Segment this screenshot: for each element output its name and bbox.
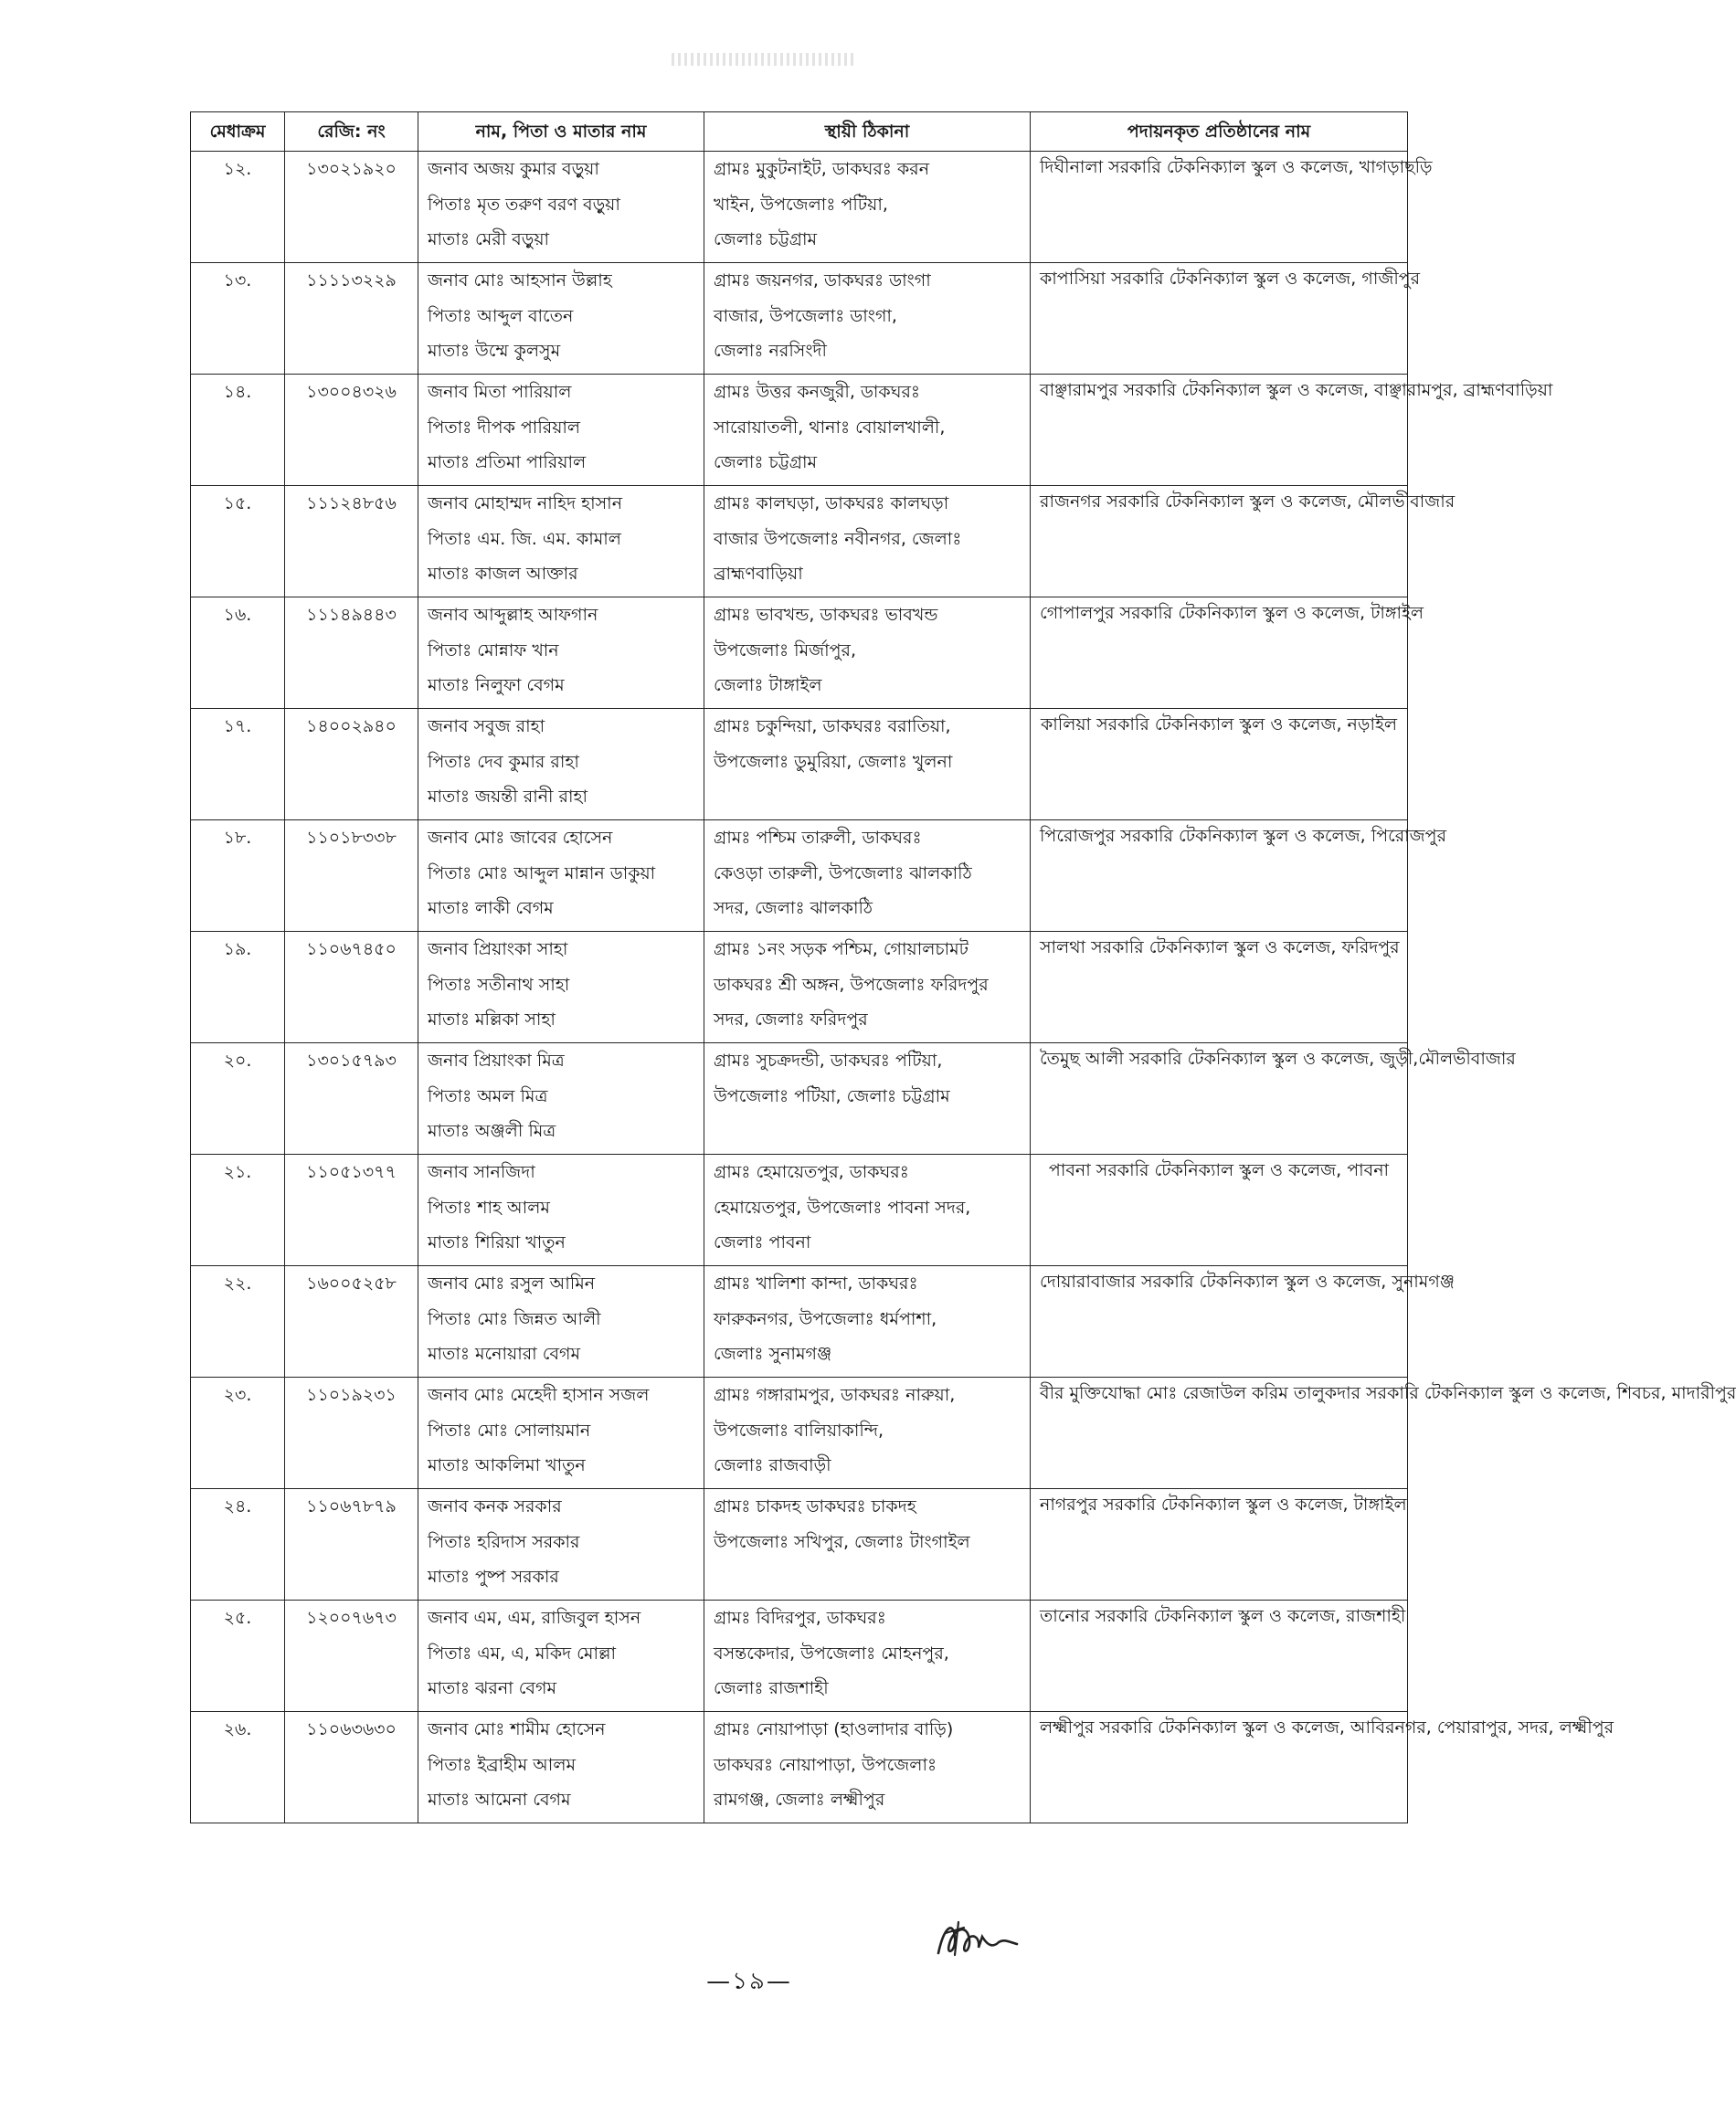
address-line: গ্রামঃ নোয়াপাড়া (হাওলাদার বাড়ি) bbox=[714, 1719, 954, 1739]
merit-list-table bbox=[190, 111, 1736, 1823]
address-line: জেলাঃ চট্টগ্রাম bbox=[714, 229, 818, 250]
address-line: উপজেলাঃ পটিয়া, জেলাঃ চট্টগ্রাম bbox=[714, 1085, 950, 1106]
address-line: কেওড়া তারুলী, উপজেলাঃ ঝালকাঠি bbox=[714, 862, 972, 883]
name-cell bbox=[418, 1712, 704, 1823]
reg-no-cell: ১১০১৯২৩১ bbox=[285, 1378, 418, 1489]
candidate-name: জনাব কনক সরকার bbox=[428, 1496, 562, 1516]
name-cell bbox=[418, 597, 704, 709]
father-name: পিতাঃ হরিদাস সরকার bbox=[428, 1531, 580, 1552]
address-cell bbox=[704, 597, 1031, 709]
candidate-name: জনাব প্রিয়াংকা মিত্র bbox=[428, 1051, 565, 1071]
reg-no-cell: ১১১২৪৮৫৬ bbox=[285, 486, 418, 597]
address-line: হেমায়েতপুর, উপজেলাঃ পাবনা সদর, bbox=[714, 1197, 971, 1218]
name-cell bbox=[418, 1378, 704, 1489]
address-line bbox=[714, 779, 1021, 815]
name-cell bbox=[418, 932, 704, 1043]
address-line: গ্রামঃ ১নং সড়ক পশ্চিম, গোয়ালচামট bbox=[714, 939, 969, 959]
table-row bbox=[191, 1489, 1408, 1601]
address-line: রামগঞ্জ, জেলাঃ লক্ষ্মীপুর bbox=[714, 1790, 885, 1811]
name-cell bbox=[418, 1266, 704, 1378]
header-stamp-smudge bbox=[672, 53, 854, 66]
serial-cell: ২৪. bbox=[191, 1489, 285, 1601]
reg-no-cell: ১১০১৮৩৩৮ bbox=[285, 820, 418, 932]
address-cell bbox=[704, 932, 1031, 1043]
candidate-name: জনাব আব্দুল্লাহ আফগান bbox=[428, 605, 598, 625]
reg-no-cell: ১১১১৩২২৯ bbox=[285, 263, 418, 375]
table-header-row bbox=[191, 112, 1408, 152]
header-serial: মেধাক্রম bbox=[191, 112, 285, 152]
serial-cell: ১৫. bbox=[191, 486, 285, 597]
address-line: গ্রামঃ বিদিরপুর, ডাকঘরঃ bbox=[714, 1608, 886, 1628]
address-line: উপজেলাঃ মির্জাপুর, bbox=[714, 639, 857, 660]
mother-name: মাতাঃ ঝরনা বেগম bbox=[428, 1678, 557, 1699]
header-name: নাম, পিতা ও মাতার নাম bbox=[418, 112, 704, 152]
candidate-name: জনাব মোহাম্মদ নাহিদ হাসান bbox=[428, 493, 623, 513]
address-line: জেলাঃ টাঙ্গাইল bbox=[714, 675, 822, 696]
institution-cell: রাজনগর সরকারি টেকনিক্যাল স্কুল ও কলেজ, মৌলভীবাজার bbox=[1031, 486, 1408, 597]
address-cell bbox=[704, 709, 1031, 820]
address-line: গ্রামঃ চকুন্দিয়া, ডাকঘরঃ বরাতিয়া, bbox=[714, 716, 951, 736]
serial-cell: ১৩. bbox=[191, 263, 285, 375]
reg-no-cell: ১৩০১৫৭৯৩ bbox=[285, 1043, 418, 1155]
address-line: উপজেলাঃ বালিয়াকান্দি, bbox=[714, 1420, 884, 1441]
header-institution: পদায়নকৃত প্রতিষ্ঠানের নাম bbox=[1031, 112, 1408, 152]
father-name: পিতাঃ আব্দুল বাতেন bbox=[428, 305, 574, 326]
name-cell bbox=[418, 1155, 704, 1266]
mother-name: মাতাঃ কাজল আক্তার bbox=[428, 564, 578, 585]
name-cell bbox=[418, 375, 704, 486]
table-row bbox=[191, 1601, 1408, 1712]
address-line: গ্রামঃ গঙ্গারামপুর, ডাকঘরঃ নারুয়া, bbox=[714, 1385, 956, 1405]
page-number: —১৯— bbox=[706, 1968, 792, 1995]
candidate-name: জনাব মোঃ মেহেদী হাসান সজল bbox=[428, 1385, 650, 1405]
address-line: জেলাঃ নরসিংদী bbox=[714, 341, 827, 362]
mother-name: মাতাঃ নিলুফা বেগম bbox=[428, 675, 565, 696]
father-name: পিতাঃ এম. জি. এম. কামাল bbox=[428, 528, 621, 549]
father-name: পিতাঃ মোঃ আব্দুল মান্নান ডাকুয়া bbox=[428, 862, 656, 883]
address-line: সদর, জেলাঃ ফরিদপুর bbox=[714, 1009, 868, 1030]
address-line: ডাকঘরঃ শ্রী অঙ্গন, উপজেলাঃ ফরিদপুর bbox=[714, 974, 989, 995]
address-cell bbox=[704, 1601, 1031, 1712]
address-cell bbox=[704, 820, 1031, 932]
serial-cell: ২২. bbox=[191, 1266, 285, 1378]
father-name: পিতাঃ মৃত তরুণ বরণ বড়ুয়া bbox=[428, 194, 620, 215]
address-line: গ্রামঃ কালঘড়া, ডাকঘরঃ কালঘড়া bbox=[714, 493, 949, 513]
reg-no-cell: ১১০৬৭৪৫০ bbox=[285, 932, 418, 1043]
address-line: সারোয়াতলী, থানাঃ বোয়ালখালী, bbox=[714, 417, 946, 438]
table-row bbox=[191, 1378, 1408, 1489]
table-row bbox=[191, 597, 1408, 709]
mother-name: মাতাঃ মেরী বড়ুয়া bbox=[428, 229, 550, 250]
address-cell bbox=[704, 486, 1031, 597]
serial-cell: ১৮. bbox=[191, 820, 285, 932]
reg-no-cell: ১১১৪৯৪৪৩ bbox=[285, 597, 418, 709]
table-row bbox=[191, 1266, 1408, 1378]
father-name: পিতাঃ সতীনাথ সাহা bbox=[428, 974, 570, 995]
handwritten-signature-icon bbox=[927, 1909, 1028, 1973]
address-cell bbox=[704, 1155, 1031, 1266]
name-cell bbox=[418, 1043, 704, 1155]
name-cell bbox=[418, 1489, 704, 1601]
address-line: ব্রাহ্মণবাড়িয়া bbox=[714, 564, 803, 585]
address-line: ফারুকনগর, উপজেলাঃ ধর্মপাশা, bbox=[714, 1308, 937, 1329]
candidate-name: জনাব মিতা পারিয়াল bbox=[428, 382, 572, 402]
reg-no-cell: ১৬০০৫২৫৮ bbox=[285, 1266, 418, 1378]
serial-cell: ২৩. bbox=[191, 1378, 285, 1489]
mother-name: মাতাঃ আমেনা বেগম bbox=[428, 1790, 571, 1811]
address-line: গ্রামঃ হেমায়েতপুর, ডাকঘরঃ bbox=[714, 1162, 909, 1182]
candidate-name: জনাব মোঃ শামীম হোসেন bbox=[428, 1719, 606, 1739]
father-name: পিতাঃ মোঃ জিন্নত আলী bbox=[428, 1308, 601, 1329]
table-row bbox=[191, 1712, 1408, 1823]
candidate-name: জনাব এম, এম, রাজিবুল হাসন bbox=[428, 1608, 641, 1628]
name-cell bbox=[418, 709, 704, 820]
address-line: গ্রামঃ উত্তর কনজুরী, ডাকঘরঃ bbox=[714, 382, 921, 402]
father-name: পিতাঃ মোন্নাফ খান bbox=[428, 639, 559, 660]
name-cell bbox=[418, 486, 704, 597]
candidate-name: জনাব সানজিদা bbox=[428, 1162, 535, 1182]
address-line: জেলাঃ চট্টগ্রাম bbox=[714, 452, 818, 473]
institution-cell: তৈমুছ আলী সরকারি টেকনিক্যাল স্কুল ও কলেজ, জুড়ী,মৌলভীবাজার bbox=[1031, 1043, 1408, 1155]
mother-name: মাতাঃ লাকী বেগম bbox=[428, 898, 554, 919]
serial-cell: ১৭. bbox=[191, 709, 285, 820]
candidate-name: জনাব সবুজ রাহা bbox=[428, 716, 545, 736]
institution-cell: পাবনা সরকারি টেকনিক্যাল স্কুল ও কলেজ, পাবনা bbox=[1031, 1155, 1408, 1266]
serial-cell: ১৬. bbox=[191, 597, 285, 709]
table-row bbox=[191, 263, 1408, 375]
address-cell bbox=[704, 1712, 1031, 1823]
father-name: পিতাঃ ইব্রাহীম আলম bbox=[428, 1754, 577, 1775]
table-row bbox=[191, 375, 1408, 486]
serial-cell: ২৫. bbox=[191, 1601, 285, 1712]
address-line: জেলাঃ রাজশাহী bbox=[714, 1678, 829, 1699]
serial-cell: ২১. bbox=[191, 1155, 285, 1266]
serial-cell: ২৬. bbox=[191, 1712, 285, 1823]
father-name: পিতাঃ দীপক পারিয়াল bbox=[428, 417, 581, 438]
mother-name: মাতাঃ আকলিমা খাতুন bbox=[428, 1455, 586, 1476]
table-row bbox=[191, 1043, 1408, 1155]
address-line bbox=[714, 1559, 1021, 1595]
father-name: পিতাঃ দেব কুমার রাহা bbox=[428, 751, 579, 772]
address-line: জেলাঃ রাজবাড়ী bbox=[714, 1455, 831, 1476]
address-line: গ্রামঃ জয়নগর, ডাকঘরঃ ডাংগা bbox=[714, 270, 931, 291]
candidate-name: জনাব অজয় কুমার বড়ুয়া bbox=[428, 159, 599, 179]
address-line: খাইন, উপজেলাঃ পটিয়া, bbox=[714, 194, 888, 215]
institution-cell: দোয়ারাবাজার সরকারি টেকনিক্যাল স্কুল ও কলেজ, সুনামগঞ্জ bbox=[1031, 1266, 1408, 1378]
institution-cell: সালথা সরকারি টেকনিক্যাল স্কুল ও কলেজ, ফরিদপুর bbox=[1031, 932, 1408, 1043]
institution-cell: লক্ষ্মীপুর সরকারি টেকনিক্যাল স্কুল ও কলেজ, আবিরনগর, পেয়ারাপুর, সদর, লক্ষ্মীপুর bbox=[1031, 1712, 1408, 1823]
address-line: গ্রামঃ চাকদহ ডাকঘরঃ চাকদহ bbox=[714, 1496, 916, 1516]
reg-no-cell: ১১০৬৩৬৩০ bbox=[285, 1712, 418, 1823]
institution-cell: নাগরপুর সরকারি টেকনিক্যাল স্কুল ও কলেজ, টাঙ্গাইল bbox=[1031, 1489, 1408, 1601]
address-line: উপজেলাঃ ডুমুরিয়া, জেলাঃ খুলনা bbox=[714, 751, 953, 772]
name-cell bbox=[418, 263, 704, 375]
address-line: বসন্তকেদার, উপজেলাঃ মোহনপুর, bbox=[714, 1643, 949, 1664]
name-cell bbox=[418, 1601, 704, 1712]
address-line: বাজার উপজেলাঃ নবীনগর, জেলাঃ bbox=[714, 528, 962, 549]
candidate-name: জনাব মোঃ রসুল আমিন bbox=[428, 1273, 596, 1294]
institution-cell: কালিয়া সরকারি টেকনিক্যাল স্কুল ও কলেজ, নড়াইল bbox=[1031, 709, 1408, 820]
address-line: গ্রামঃ খালিশা কান্দা, ডাকঘরঃ bbox=[714, 1273, 918, 1294]
father-name: পিতাঃ মোঃ সোলায়মান bbox=[428, 1420, 591, 1441]
mother-name: মাতাঃ জয়ন্তী রানী রাহা bbox=[428, 787, 587, 808]
mother-name: মাতাঃ শিরিয়া খাতুন bbox=[428, 1232, 566, 1253]
address-line: সদর, জেলাঃ ঝালকাঠি bbox=[714, 898, 873, 919]
serial-cell: ১৯. bbox=[191, 932, 285, 1043]
reg-no-cell: ১৩০২১৯২০ bbox=[285, 152, 418, 263]
institution-cell: কাপাসিয়া সরকারি টেকনিক্যাল স্কুল ও কলেজ, গাজীপুর bbox=[1031, 263, 1408, 375]
address-cell bbox=[704, 375, 1031, 486]
candidate-name: জনাব মোঃ আহসান উল্লাহ bbox=[428, 270, 612, 291]
address-cell bbox=[704, 1266, 1031, 1378]
address-line: গ্রামঃ ভাবখন্ড, ডাকঘরঃ ভাবখন্ড bbox=[714, 605, 938, 625]
address-line: গ্রামঃ মুকুটনাইট, ডাকঘরঃ করন bbox=[714, 159, 930, 179]
candidate-name: জনাব মোঃ জাবের হোসেন bbox=[428, 828, 613, 848]
address-line: বাজার, উপজেলাঃ ডাংগা, bbox=[714, 305, 897, 326]
father-name: পিতাঃ এম, এ, মকিদ মোল্লা bbox=[428, 1643, 616, 1664]
institution-cell: বাঞ্ছারামপুর সরকারি টেকনিক্যাল স্কুল ও কলেজ, বাঞ্ছারামপুর, ব্রাহ্মণবাড়িয়া bbox=[1031, 375, 1408, 486]
name-cell bbox=[418, 820, 704, 932]
mother-name: মাতাঃ পুষ্প সরকার bbox=[428, 1567, 559, 1588]
reg-no-cell: ১১০৬৭৮৭৯ bbox=[285, 1489, 418, 1601]
table-row bbox=[191, 820, 1408, 932]
mother-name: মাতাঃ মল্লিকা সাহা bbox=[428, 1009, 556, 1030]
mother-name: মাতাঃ উম্মে কুলসুম bbox=[428, 341, 561, 362]
address-line bbox=[714, 1114, 1021, 1149]
institution-cell: তানোর সরকারি টেকনিক্যাল স্কুল ও কলেজ, রাজশাহী bbox=[1031, 1601, 1408, 1712]
institution-cell: গোপালপুর সরকারি টেকনিক্যাল স্কুল ও কলেজ, টাঙ্গাইল bbox=[1031, 597, 1408, 709]
father-name: পিতাঃ শাহ আলম bbox=[428, 1197, 550, 1218]
header-address: স্থায়ী ঠিকানা bbox=[704, 112, 1031, 152]
mother-name: মাতাঃ প্রতিমা পারিয়াল bbox=[428, 452, 587, 473]
institution-cell: দিঘীনালা সরকারি টেকনিক্যাল স্কুল ও কলেজ, খাগড়াছড়ি bbox=[1031, 152, 1408, 263]
header-reg-no: রেজি: নং bbox=[285, 112, 418, 152]
father-name: পিতাঃ অমল মিত্র bbox=[428, 1085, 548, 1106]
institution-cell: বীর মুক্তিযোদ্ধা মোঃ রেজাউল করিম তালুকদার সরকারি টেকনিক্যাল স্কুল ও কলেজ, শিবচর, মাদারীপুর bbox=[1031, 1378, 1408, 1489]
mother-name: মাতাঃ অঞ্জলী মিত্র bbox=[428, 1121, 556, 1142]
reg-no-cell: ১৪০০২৯৪০ bbox=[285, 709, 418, 820]
name-cell bbox=[418, 152, 704, 263]
serial-cell: ২০. bbox=[191, 1043, 285, 1155]
reg-no-cell: ১২০০৭৬৭৩ bbox=[285, 1601, 418, 1712]
reg-no-cell: ১১০৫১৩৭৭ bbox=[285, 1155, 418, 1266]
address-line: গ্রামঃ পশ্চিম তারুলী, ডাকঘরঃ bbox=[714, 828, 922, 848]
address-line: গ্রামঃ সুচক্রদন্ডী, ডাকঘরঃ পটিয়া, bbox=[714, 1051, 943, 1071]
address-cell bbox=[704, 1489, 1031, 1601]
table-row bbox=[191, 152, 1408, 263]
table-row bbox=[191, 709, 1408, 820]
reg-no-cell: ১৩০০৪৩২৬ bbox=[285, 375, 418, 486]
address-line: জেলাঃ সুনামগঞ্জ bbox=[714, 1344, 832, 1365]
table-row bbox=[191, 932, 1408, 1043]
institution-cell: পিরোজপুর সরকারি টেকনিক্যাল স্কুল ও কলেজ, পিরোজপুর bbox=[1031, 820, 1408, 932]
candidate-name: জনাব প্রিয়াংকা সাহা bbox=[428, 939, 568, 959]
mother-name: মাতাঃ মনোয়ারা বেগম bbox=[428, 1344, 581, 1365]
serial-cell: ১৪. bbox=[191, 375, 285, 486]
table-row bbox=[191, 1155, 1408, 1266]
address-line: জেলাঃ পাবনা bbox=[714, 1232, 811, 1253]
serial-cell: ১২. bbox=[191, 152, 285, 263]
address-line: উপজেলাঃ সখিপুর, জেলাঃ টাংগাইল bbox=[714, 1531, 970, 1552]
address-cell bbox=[704, 152, 1031, 263]
table-row bbox=[191, 486, 1408, 597]
address-line: ডাকঘরঃ নোয়াপাড়া, উপজেলাঃ bbox=[714, 1754, 937, 1775]
address-cell bbox=[704, 1378, 1031, 1489]
address-cell bbox=[704, 1043, 1031, 1155]
address-cell bbox=[704, 263, 1031, 375]
